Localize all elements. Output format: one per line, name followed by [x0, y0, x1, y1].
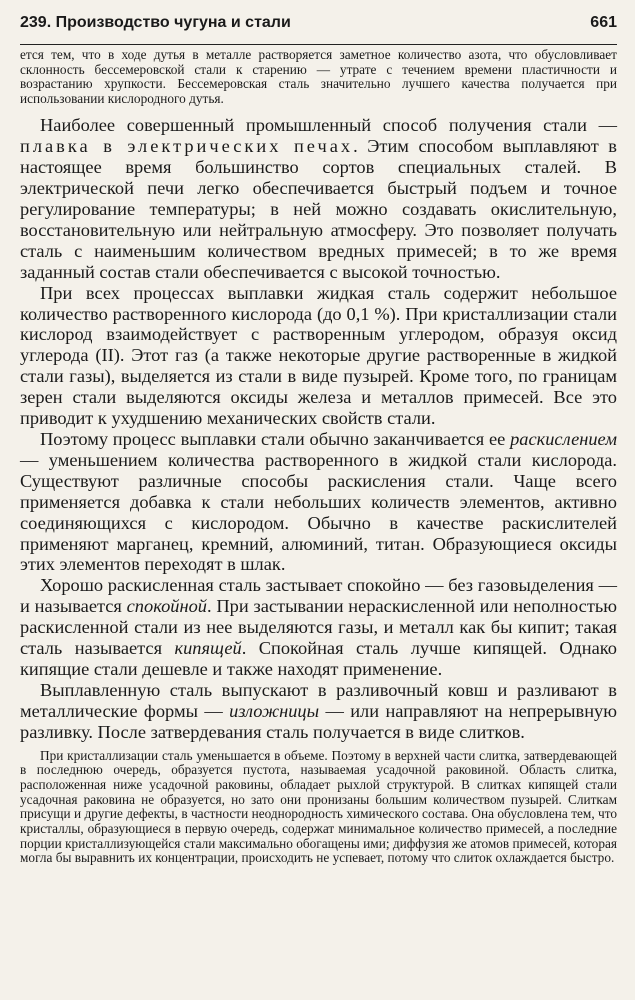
paragraph-oxygen: При всех процессах выплавки жидкая сталь содержит небольшое количество растворенного кислорода (до 0,1 %). При кристаллизации стали кислород взаимодействует с растворенным углеродом, образуя оксид углерода (II). Этот газ (а также некоторые другие растворенные в жидкой стали газы), выделяется из стали в виде пузырей. Кроме того, по границам зерен стали выделяются оксиды железа и металлов примесей. Все это приводит к ухудшению механических свойств стали. — [20, 282, 617, 429]
page-number: 661 — [590, 14, 617, 31]
term-killed: спокойной — [126, 596, 208, 617]
paragraph-casting: Выплавленную сталь выпускают в разливочный ковш и разливают в металлические формы — изложницы — или направляют на непрерывную разливку. После затвердевания сталь получается в виде слитков. — [20, 679, 617, 742]
paragraph-killed-rimmed: Хорошо раскисленная сталь застывает спокойно — без газовыделения — и называется спокойной. При застывании нераскисленной или неполностью раскисленной стали из нее выделяются газы, и металл как бы кипит; такая сталь называется кипящей. Спокойная сталь лучше кипящей. Однако кипящие стали дешевле и также находят применение. — [20, 575, 618, 679]
paragraph-deoxidation: Поэтому процесс выплавки стали обычно заканчивается ее раскислением — уменьшением количества растворенного в жидкой стали кислорода. Существуют различные способы раскисления стали. Чаще всего применяется добавка к стали небольших количеств элементов, активно соединяющихся с кислородом. Обычно в качестве раскислителей применяют марганец, кремний, алюминий, титан. Образующиеся оксиды этих элементов переходят в шлак. — [20, 428, 617, 575]
term-rimmed: кипящей — [174, 638, 242, 659]
page-header — [20, 0, 617, 42]
term-molds: изложницы — [229, 700, 320, 721]
header-rule — [20, 44, 617, 45]
paragraph-electric-furnace: Наиболее совершенный промышленный способ получения стали — плавка в электрических печах. Этим способом выплавляют в настоящее время большинство сортов специальных сталей. В электрической печи легко обеспечивается быстрый подъем и точное регулирование температуры; в ней можно создавать окислительную, восстановительную или нейтральную атмосферу. Это позволяет получать сталь с наименьшим количеством вредных примесей; в то же время заданный состав стали обеспечивается с высокой точностью. — [20, 115, 617, 282]
intro-paragraph: ется тем, что в ходе дутья в металле растворяется заметное количество азота, что обусловливает склонность бессемеровской стали к старению — утрате с течением времени пластичности и возрастанию хрупкости. Бессемеровская сталь значительно лучшего качества получается при использовании кислородного дутья. — [20, 47, 617, 106]
spaced-term: плавка в электрических печах — [20, 136, 354, 157]
section-title: 239. Производство чугуна и стали — [20, 14, 291, 31]
small-print-note: При кристаллизации сталь уменьшается в объеме. Поэтому в верхней части слитка, затвердевающей в последнюю очередь, образуется пустота, называемая усадочной раковиной. Область слитка, расположенная ниже усадочной раковины, обладает рыхлой структурой. В слитках кипящей стали усадочная раковина не образуется, но зато они пронизаны большим количеством пузырей. Слиткам присущи и другие дефекты, в частности неоднородность химического состава. Она обусловлена тем, что кристаллы, образующиеся в первую очередь, содержат минимальное количество примесей, а последние порции кристаллизующейся стали максимально обогащены ими; диффузия же атомов примесей, которая могла бы выравнить их концентрации, происходить не успевает, потому что слиток охлаждается быстро. — [20, 747, 617, 866]
term-deoxidation: раскислением — [510, 428, 617, 449]
